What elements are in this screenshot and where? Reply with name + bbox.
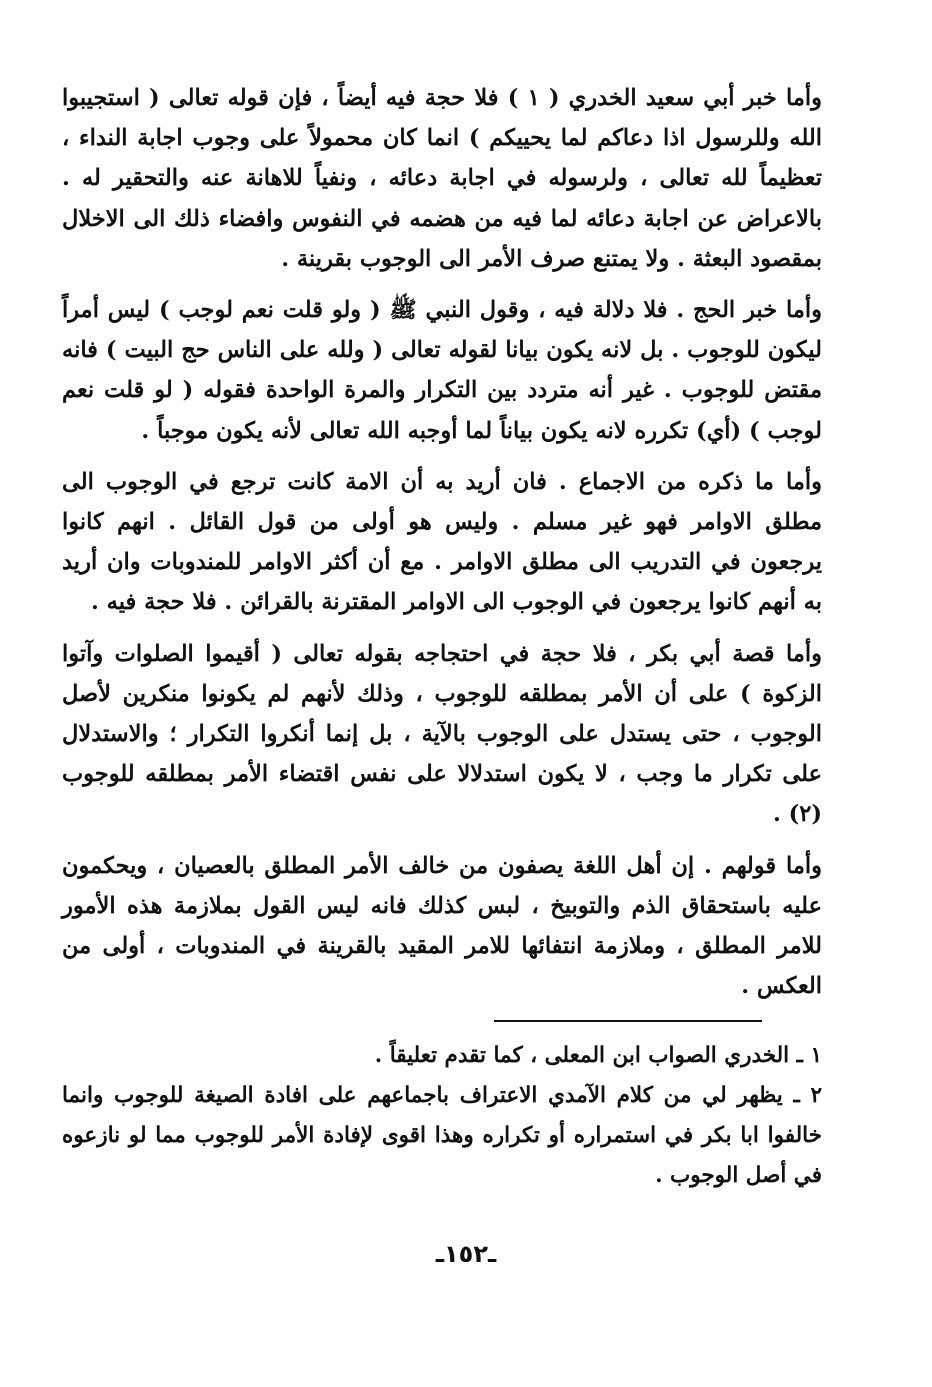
- paragraph-4: وأما قصة أبي بكر ، فلا حجة في احتجاجه بقوله تعالى ( أقيموا الصلوات وآتوا الزكوة ) على أن الأمر بمطلقه للوجوب ، وذلك لأنهم لم يكونوا منكرين لأصل الوجوب ، حتى يستدل على الوجوب بالآية ، بل إنما أنكروا التكرار ؛ والاستدلال على تكرار ما وجب ، لا يكون استدلالا على نفس اقتضاء الأمر بمطلقه للوجوب (٢) .: [62, 640, 822, 828]
- footnote-1: ١ ـ الخدري الصواب ابن المعلى ، كما تقدم تعليقاً .: [374, 1043, 822, 1069]
- paragraph-3: وأما ما ذكره من الاجماع . فان أريد به أن الامة كانت ترجع في الوجوب الى مطلق الاوامر فهو غير مسلم . وليس هو أولى من قول القائل . انهم كانوا يرجعون في التدريب الى مطلق الاوامر . مع أن أكثر الاوامر للمندوبات وان أريد به أنهم كانوا يرجعون في الوجوب الى الاوامر المقترنة بالقرائن . فلا حجة فيه .: [62, 468, 822, 616]
- paragraph-1: وأما خبر أبي سعيد الخدري ( ١ ) فلا حجة فيه أيضاً ، فإن قوله تعالى ( استجيبوا الله وللرسول اذا دعاكم لما يحييكم ) انما كان محمولاً على وجوب اجابة النداء ، تعظيماً لله تعالى ، ولرسوله في اجابة دعائه ، ونفياً للاهانة عنه والتحقير له . بالاعراض عن اجابة دعائه لما فيه من هضمه في النفوس وافضاء ذلك الى الاخلال بمقصود البعثة . ولا يمتنع صرف الأمر الى الوجوب بقرينة .: [62, 85, 822, 272]
- page-number: ـ١٥٢ـ: [435, 1240, 497, 1268]
- footnote-2: ٢ ـ يظهر لي من كلام الآمدي الاعتراف باجماعهم على افادة الصيغة للوجوب وانما خالفوا ابا بكر في استمراره أو تكراره وهذا اقوى لإفادة الأمر للوجوب مما لو نازعوه في أصل الوجوب .: [62, 1083, 822, 1189]
- footnote-divider: [494, 1020, 762, 1022]
- paragraph-2: وأما خبر الحج . فلا دلالة فيه ، وقول النبي ﷺ ( ولو قلت نعم لوجب ) ليس أمراً ليكون للوجوب . بل لانه يكون بيانا لقوله تعالى ( ولله على الناس حج البيت ) فانه مقتض للوجوب . غير أنه متردد بين التكرار والمرة الواحدة فقوله ( لو قلت نعم لوجب ) (أي) تكرره لانه يكون بياناً لما أوجبه الله تعالى لأنه يكون موجباً .: [62, 297, 822, 444]
- page-text: [62, 78, 822, 1196]
- paragraph-5: وأما قولهم . إن أهل اللغة يصفون من خالف الأمر المطلق بالعصيان ، ويحكمون عليه باستحقاق الذم والتوبيخ ، لبس كذلك فانه ليس القول بملازمة هذه الأمور للامر المطلق ، وملازمة انتفائها للامر المقيد بالقرينة في المندوبات ، أولى من العكس .: [62, 852, 822, 1000]
